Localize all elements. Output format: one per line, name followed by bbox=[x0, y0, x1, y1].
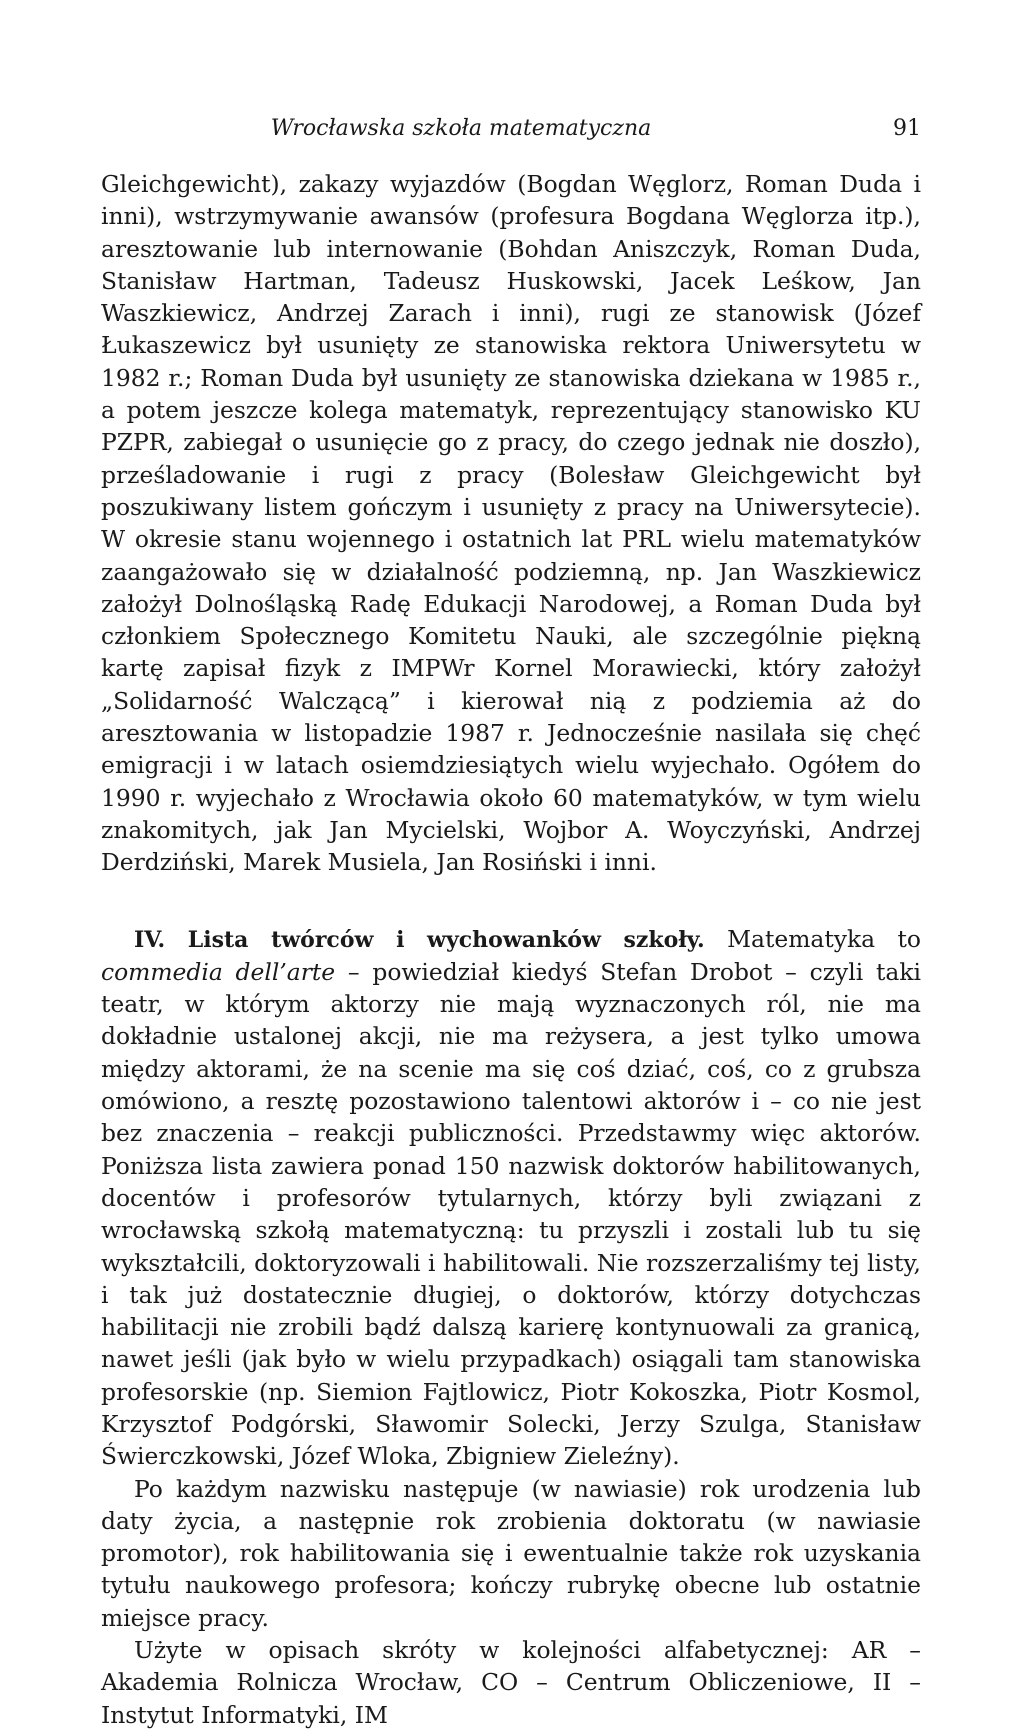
paragraph-2 bbox=[101, 923, 921, 1473]
paragraph-2-italic: commedia dell’arte bbox=[101, 957, 336, 986]
paragraph-2-rest: – powiedział kiedyś Stefan Drobot – czyli taki teatr, w którym aktorzy nie mają wyznaczonych ról, nie ma dokładnie ustalonej akcji, nie ma reżysera, a jest tylko umowa między aktorami, że na scenie ma się coś dziać, coś, co z grubsza omówiono, a resztę pozostawiono talentowi aktorów i – co nie jest bez znaczenia – reakcji publiczności. Przedstawmy więc aktorów. Poniższa lista zawiera ponad 150 nazwisk doktorów habilitowanych, docentów i profesorów tytularnych, którzy byli związani z wrocławską szkołą matematyczną: tu przyszli i zostali lub tu się wykształcili, doktoryzowali i habilitowali. Nie rozszerzaliśmy tej listy, i tak już dostatecznie długiej, o doktorów, którzy dotychczas habilitacji nie zrobili bądź dalszą karierę kontynuowali za granicą, nawet jeśli (jak było w wielu przypadkach) osiągali tam stanowiska profesorskie (np. Siemion Fajtlowicz, Piotr Kokoszka, Piotr Kosmol, Krzysztof Podgórski, Sławomir Solecki, Jerzy Szulga, Stanisław Świerczkowski, Józef Wloka, Zbigniew Zieleźny). bbox=[101, 957, 921, 1471]
paragraph-3: Po każdym nazwisku następuje (w nawiasie) rok urodzenia lub daty życia, a następnie rok zrobienia doktoratu (w nawiasie promotor), rok habilitowania się i ewentualnie także rok uzyskania tytułu naukowego profesora; kończy rubrykę obecne lub ostatnie miejsce pracy. bbox=[101, 1474, 921, 1632]
page-number: 91 bbox=[893, 116, 921, 141]
body-text bbox=[101, 168, 921, 1731]
running-title: Wrocławska szkoła matematyczna bbox=[270, 116, 652, 141]
paragraph-1: Gleichgewicht), zakazy wyjazdów (Bogdan Węglorz, Roman Duda i inni), wstrzymywanie awansów (profesura Bogdana Węglorza itp.), aresztowanie lub internowanie (Bohdan Aniszczyk, Roman Duda, Stanisław Hartman, Tadeusz Huskowski, Jacek Leśkow, Jan Waszkiewicz, Andrzej Zarach i inni), rugi ze stanowisk (Józef Łukaszewicz był usunięty ze stanowiska rektora Uniwersytetu w 1982 r.; Roman Duda był usunięty ze stanowiska dziekana w 1985 r., a potem jeszcze kolega matematyk, reprezentujący stanowisko KU PZPR, zabiegał o usunięcie go z pracy, do czego jednak nie doszło), prześladowanie i rugi z pracy (Bolesław Gleichgewicht był poszukiwany listem gończym i usunięty z pracy na Uniwersytecie). W okresie stanu wojennego i ostatnich lat PRL wielu matematyków zaangażowało się w działalność podziemną, np. Jan Waszkiewicz założył Dolnośląską Radę Edukacji Narodowej, a Roman Duda był członkiem Społecznego Komitetu Nauki, ale szczególnie piękną kartę zapisał fizyk z IMPWr Kornel Morawiecki, który założył „Solidarność Walczącą” i kierował nią z podziemia aż do aresztowania w listopadzie 1987 r. Jednocześnie nasilała się chęć emigracji i w latach osiemdziesiątych wielu wyjechało. Ogółem do 1990 r. wyjechało z Wrocławia około 60 matematyków, w tym wielu znakomitych, jak Jan Mycielski, Wojbor A. Woyczyński, Andrzej Derdziński, Marek Musiela, Jan Rosiński i inni. bbox=[101, 170, 921, 877]
section-heading: IV. Lista twórców i wychowanków szkoły. bbox=[134, 926, 705, 953]
paragraph-4: Użyte w opisach skróty w kolejności alfabetycznej: AR – Akademia Rolnicza Wrocław, CO – Centrum Obliczeniowe, II – Instytut Informatyki, IM bbox=[101, 1636, 921, 1729]
paragraph-2-intro: Matematyka to bbox=[727, 924, 921, 953]
running-header bbox=[101, 116, 921, 146]
